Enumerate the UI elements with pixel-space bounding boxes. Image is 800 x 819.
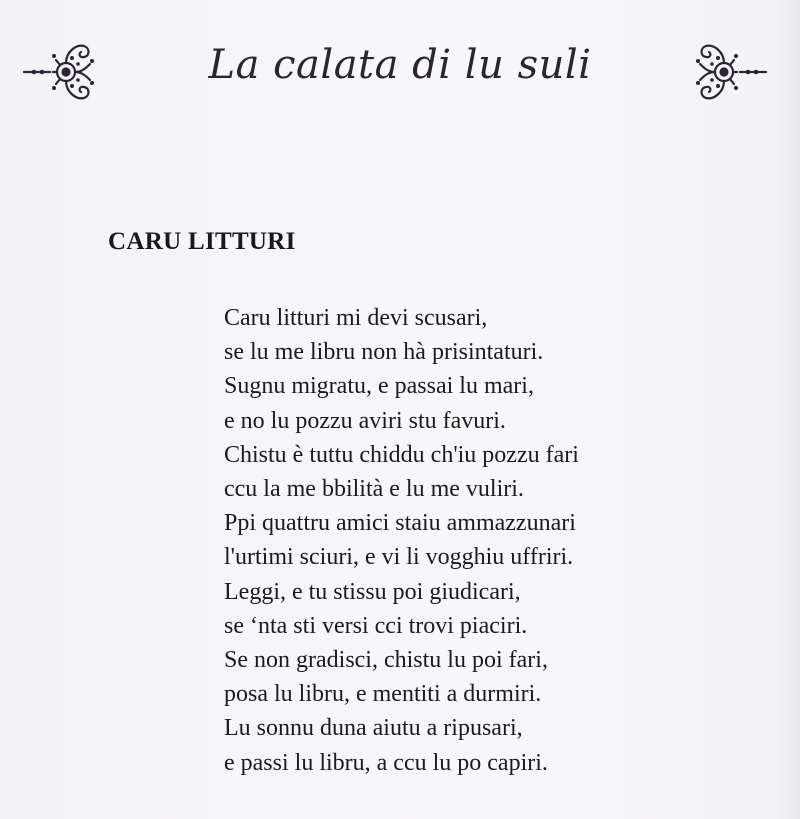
- poem-line: l'urtimi sciuri, e vi li vogghiu uffriri.: [224, 544, 574, 571]
- poem-line: se lu me libru non hà prisintaturi.: [224, 339, 544, 366]
- poem-line: Se non gradisci, chistu lu poi fari,: [224, 647, 548, 674]
- poem-line: e no lu pozzu aviri stu favuri.: [224, 407, 506, 434]
- section-heading: CARU LITTURI: [108, 228, 296, 255]
- floral-ornament-icon: [694, 34, 770, 114]
- poem-line: Chistu è tuttu chiddu ch'iu pozzu fari: [224, 441, 579, 468]
- poem-line: Ppi quattru amici staiu ammazzunari: [224, 510, 576, 537]
- poem-line: Caru litturi mi devi scusari,: [224, 305, 488, 331]
- poem-line: se ‘nta sti versi cci trovi piaciri.: [224, 612, 528, 639]
- poem-line: posa lu libru, e mentiti a durmiri.: [224, 681, 542, 708]
- poem-line: Sugnu migratu, e passai lu mari,: [224, 373, 534, 400]
- poem-line: ccu la me bbilità e lu me vuliri.: [224, 476, 524, 503]
- poem-stanza: [224, 301, 784, 780]
- book-title: La calata di lu suli: [208, 42, 592, 88]
- poem-line: Lu sonnu duna aiutu a ripusari,: [224, 715, 523, 742]
- poem-line: e passi lu libru, a ccu lu po capiri.: [224, 749, 548, 776]
- poem-line: Leggi, e tu stissu poi giudicari,: [224, 578, 521, 605]
